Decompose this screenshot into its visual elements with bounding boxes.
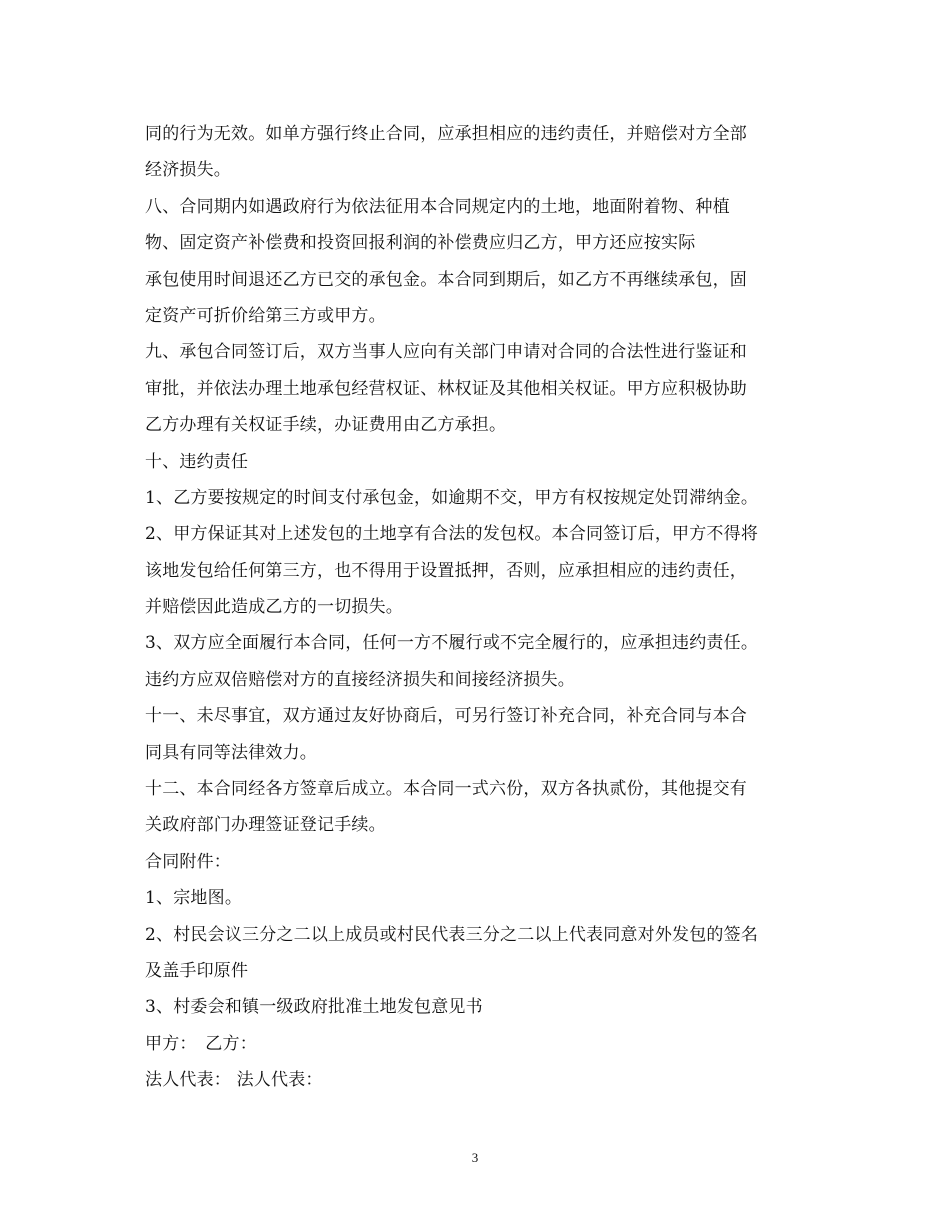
text-line: 承包使用时间退还乙方已交的承包金。本合同到期后，如乙方不再继续承包，固 [145, 269, 747, 290]
text-line: 经济损失。 [145, 160, 231, 181]
text-line: 十一、未尽事宜，双方通过友好协商后，可另行签订补充合同，补充合同与本合 [145, 706, 747, 727]
attachment-item: 2、村民会议三分之二以上成员或村民代表三分之二以上代表同意对外发包的签名 [145, 924, 759, 945]
text-line: 乙方办理有关权证手续，办证费用由乙方承担。 [145, 415, 507, 436]
text-line: 关政府部门办理签证登记手续。 [145, 815, 386, 836]
text-line: 十二、本合同经各方签章后成立。本合同一式六份，双方各执贰份，其他提交有 [145, 779, 747, 800]
attachment-item: 及盖手印原件 [145, 960, 249, 981]
text-line: 物、固定资产补偿费和投资回报利润的补偿费应归乙方，甲方还应按实际 [145, 233, 696, 254]
text-line: 1、乙方要按规定的时间支付承包金，如逾期不交，甲方有权按规定处罚滞纳金。 [145, 487, 759, 508]
document-body [145, 116, 825, 1099]
text-line: 3、双方应全面履行本合同，任何一方不履行或不完全履行的，应承担违约责任。 [145, 633, 759, 654]
text-line: 审批，并依法办理土地承包经营权证、林权证及其他相关权证。甲方应积极协助 [145, 378, 747, 399]
signature-parties: 甲方： 乙方： [145, 1033, 257, 1054]
text-line: 定资产可折价给第三方或甲方。 [145, 305, 386, 326]
page-number: 3 [471, 1150, 479, 1165]
signature-representatives: 法人代表： 法人代表： [145, 1070, 323, 1091]
text-line: 并赔偿因此造成乙方的一切损失。 [145, 597, 403, 618]
attachments-heading: 合同附件： [145, 851, 231, 872]
text-line: 该地发包给任何第三方，也不得用于设置抵押，否则，应承担相应的违约责任， [145, 560, 747, 581]
text-line: 同的行为无效。如单方强行终止合同，应承担相应的违约责任，并赔偿对方全部 [145, 124, 747, 144]
text-line: 2、甲方保证其对上述发包的土地享有合法的发包权。本合同签订后，甲方不得将 [145, 524, 759, 545]
attachment-item: 3、村委会和镇一级政府批准土地发包意见书 [145, 997, 483, 1018]
section-heading: 十、违约责任 [145, 451, 249, 472]
attachment-item: 1、宗地图。 [145, 888, 243, 909]
text-line: 九、承包合同签订后，双方当事人应向有关部门申请对合同的合法性进行鉴证和 [145, 342, 747, 363]
text-line: 同具有同等法律效力。 [145, 742, 317, 763]
text-line: 违约方应双倍赔偿对方的直接经济损失和间接经济损失。 [145, 669, 575, 690]
text-line: 八、合同期内如遇政府行为依法征用本合同规定内的土地，地面附着物、种植 [145, 196, 730, 217]
